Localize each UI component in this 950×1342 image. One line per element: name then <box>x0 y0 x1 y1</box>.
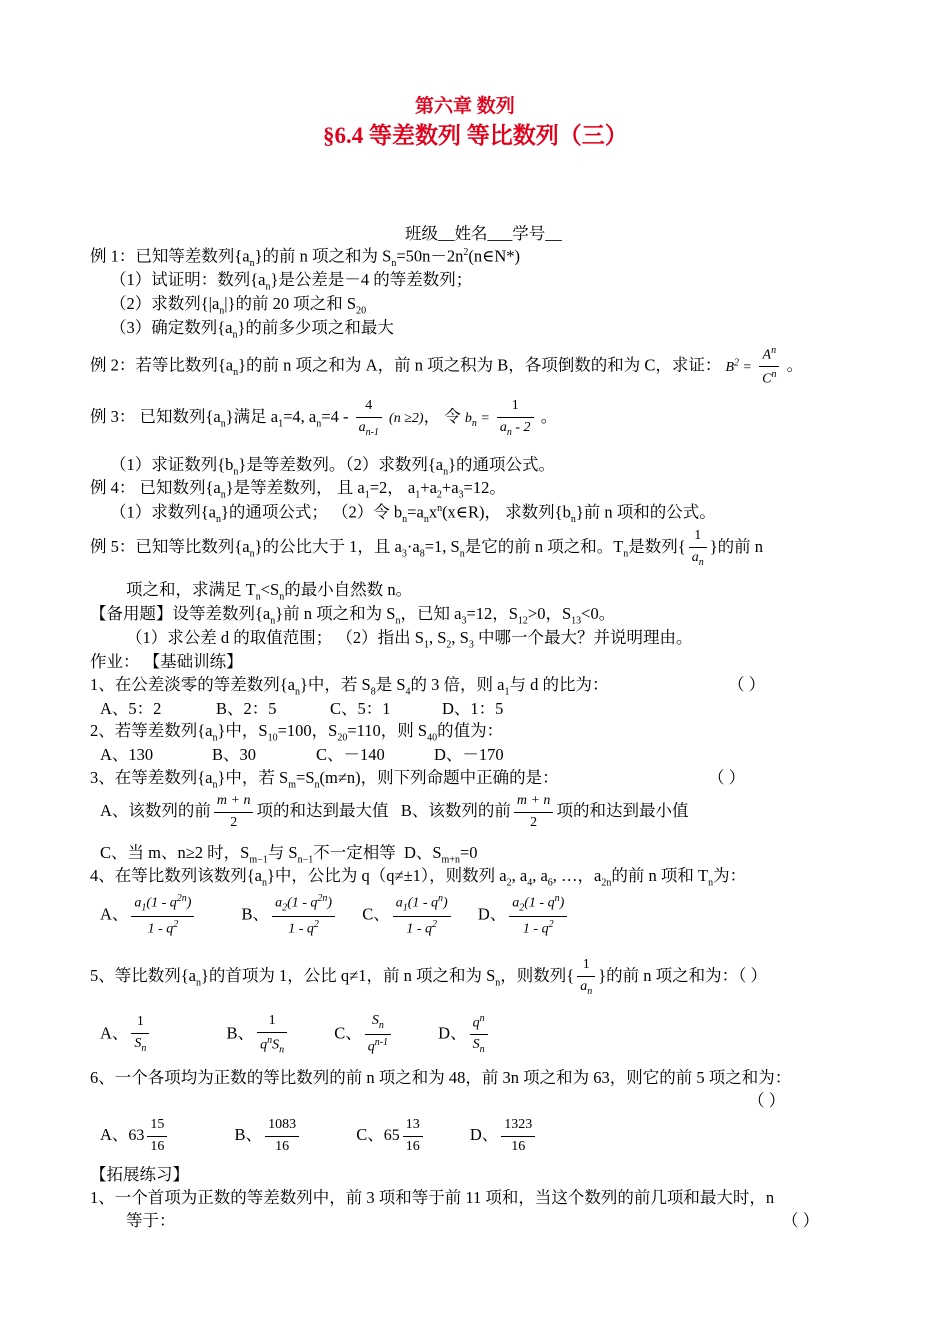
example-5-line2: 项之和，求满足 $T_n<S_n$的最小自然数 n。 <box>126 580 413 603</box>
extension-title: 【拓展练习】 <box>90 1165 189 1184</box>
example-1-q1: （1）试证明：数列$\{a_n\}$是公差是－4 的等差数列； <box>110 270 473 293</box>
hw-3-answer-paren: （ ） <box>708 768 746 787</box>
hw-6-answer-paren: （ ） <box>748 1091 786 1110</box>
hw-1-answer-paren: （ ） <box>728 675 766 694</box>
hw-4-options: A、 $\frac{a_1(1 - q^{2n})}{1 - q^2}$ B、 $\frac{a_2(1 - q^{2n})}{1 - q^2}$ C、 $\frac{a_1(1 - q^n)}{1 - q^2}$ D、 $\frac{a_2(1 - q^n)}{1 - q^2}$ <box>100 893 570 939</box>
backup-problem: 【备用题】设等差数列$\{a_n\}$前 n 项之和为 $S_n$，已知 $a_3=12$，$S_{12}>0$，$S_{13}<0$。 <box>90 604 616 627</box>
example-1-q2: （2）求数列$\{|a_n|\}$的前 20 项之和 $S_{20}$ <box>110 294 367 317</box>
example-5: 例 5：已知等比数列$\{a_n\}$的公比大于 1，且 $a_3\cdot a_8=1$, $S_n$是它的前 n 项之和。$T_n$是数列{ $\frac{1}{a_n}$ }的前 n <box>90 528 763 568</box>
example-1: 例 1：已知等差数列$\{a_n\}$的前 n 项之和为 $S_n=50n-2n^2(n\in N*)$ <box>90 246 521 269</box>
hw-1-option-b: B、2：5 <box>216 699 277 718</box>
backup-questions: （1）求公差 d 的取值范围； （2）指出 $S_1$, $S_2$, $S_3$ 中哪一个最大？并说明理由。 <box>126 628 693 651</box>
example-4: 例 4： 已知数列$\{a_n\}$是等差数列， 且 $a_1=2$， $a_1+a_2+a_3=12$。 <box>90 478 506 501</box>
student-info-line: 班级__姓名___学号__ <box>405 224 562 243</box>
ext-1-answer-paren: （ ） <box>782 1211 820 1230</box>
example-1-q3: （3）确定数列$\{a_n\}$的前多少项之和最大 <box>110 318 394 341</box>
hw-problem-6: 6、一个各项均为正数的等比数列的前 n 项之和为 48，前 3n 项之和为 63，则它的前 5 项之和为： <box>90 1068 792 1087</box>
hw-5-options: A、 $\frac{1}{S_n}$ B、 $\frac{1}{q^nS_n}$ C、 $\frac{S_n}{q^{n-1}}$ D、 $\frac{q^n}{S_n}$ <box>100 1013 491 1056</box>
homework-title: 作业： 【基础训练】 <box>90 652 243 671</box>
hw-1-option-d: D、1：5 <box>442 699 504 718</box>
hw-1-option-a: A、5：2 <box>100 699 162 718</box>
ext-problem-1-line2: 等于： <box>126 1211 176 1230</box>
hw-2-option-c: C、－140 <box>316 745 385 764</box>
hw-2-option-d: D、－170 <box>434 745 504 764</box>
hw-problem-3: 3、在等差数列$\{a_n\}$中，若 $S_m=S_n(m\ne n)$，则下列命题中正确的是： <box>90 768 559 791</box>
section-title: §6.4 等差数列 等比数列（三） <box>323 123 628 148</box>
hw-6-options: A、63 $\frac{15}{16}$ B、 $\frac{1083}{16}$ C、65 $\frac{13}{16}$ D、 $\frac{1323}{16}$ <box>100 1117 538 1156</box>
hw-3-option-a-b: A、该数列的前 $\frac{m + n}{2}$ 项的和达到最大值 B、该数列的前 $\frac{m + n}{2}$ 项的和达到最小值 <box>100 793 689 830</box>
chapter-title: 第六章 数列 <box>415 96 515 117</box>
hw-problem-5: 5、等比数列$\{a_n\}$的首项为 1，公比 q≠1，前 n 项之和为 $S_n$，则数列{ $\frac{1}{a_n}$ }的前 n 项之和为：（ ） <box>90 957 767 997</box>
hw-3-option-c-d: C、当 m、n≥2 时，$S_{m-1}$与 $S_{n-1}$不一定相等 D、$S_{m+n}=0$ <box>100 843 478 866</box>
example-3-questions: （1）求证数列$\{b_n\}$是等差数列。（2）求数列$\{a_n\}$的通项公式。 <box>110 455 556 478</box>
hw-problem-1: 1、在公差淡零的等差数列$\{a_n\}$中，若 $S_8$是 $S_4$的 3 倍，则 $a_1$与 d 的比为： <box>90 675 609 698</box>
ext-problem-1: 1、一个首项为正数的等差数列中，前 3 项和等于前 11 项和，当这个数列的前几项和最大时，n <box>90 1188 775 1207</box>
example-3: 例 3： 已知数列$\{a_n\}$满足 $a_1=4$, $a_n=4$ - $\frac{4}{a_{n-1}}$ (n ≥2)， 令 $b_n$ = $\frac{1}{a_n - 2}$ 。 <box>90 398 558 438</box>
hw-problem-4: 4、在等比数列该数列$\{a_n\}$中，公比为 q（q≠±1），则数列 $a_2$, $a_4$, $a_6$, …，$a_{2n}$的前 n 项和 $T_n$为： <box>90 866 747 889</box>
hw-2-option-b: B、30 <box>212 745 257 764</box>
example-4-questions: （1）求数列$\{a_n\}$的通项公式； （2）令 $b_n=a_nx^n(x\in R)$， 求数列$\{b_n\}$前 n 项和的公式。 <box>110 502 716 525</box>
example-2: 例 2：若等比数列$\{a_n\}$的前 n 项之和为 A，前 n 项之积为 B，各项倒数的和为 C，求证： $B^2$ = $\frac{A^n}{C^n}$ 。 <box>90 345 804 388</box>
hw-2-option-a: A、130 <box>100 745 154 764</box>
hw-problem-2: 2、若等差数列$\{a_n\}$中，$S_{10}=100$，$S_{20}=110$，则 $S_{40}$的值为： <box>90 721 504 744</box>
hw-1-option-c: C、5：1 <box>330 699 391 718</box>
